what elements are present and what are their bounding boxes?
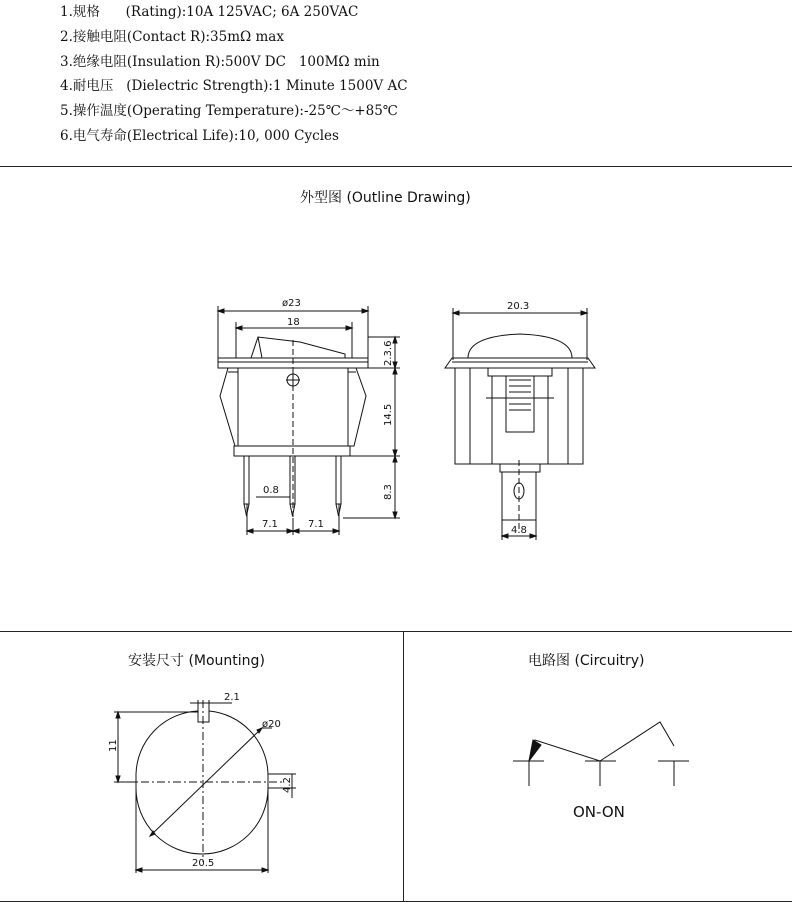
dim-pitch-left: 7.1 <box>262 519 278 530</box>
spec-contact-resistance: 2.接触电阻(Contact R):35mΩ max <box>60 28 284 45</box>
spec-insulation-resistance: 3.绝缘电阻(Insulation R):500V DC 100MΩ min <box>60 53 380 70</box>
side-view <box>445 301 595 540</box>
dim-outer-diameter: ø23 <box>282 298 301 309</box>
circuitry-title: 电路图 (Circuitry) <box>528 653 645 669</box>
dim-pitch-right: 7.1 <box>308 519 324 530</box>
dim-mount-diameter: ø20 <box>262 719 281 730</box>
circuit-label: ON-ON <box>573 803 625 821</box>
dim-top-height: 2.3.6 <box>383 340 394 366</box>
circuit-symbol <box>513 722 689 821</box>
spec-rating: 1.规格 (Rating):10A 125VAC; 6A 250VAC <box>60 4 359 20</box>
dim-pin-thickness: 0.8 <box>263 485 279 496</box>
dim-mount-width: 20.5 <box>192 858 215 869</box>
spec-electrical-life: 6.电气寿命(Electrical Life):10, 000 Cycles <box>60 127 339 144</box>
dim-key-width: 2.1 <box>224 692 240 703</box>
dim-rocker-width: 18 <box>287 317 300 328</box>
dim-side-width: 20.3 <box>507 301 530 312</box>
dim-body-height: 14.5 <box>383 403 394 426</box>
mounting-title: 安装尺寸 (Mounting) <box>128 653 265 669</box>
dim-height-11: 11 <box>108 739 119 752</box>
outline-title: 外型图 (Outline Drawing) <box>300 190 471 206</box>
spec-operating-temperature: 5.操作温度(Operating Temperature):-25℃～+85℃ <box>60 103 398 120</box>
dim-flat: 4.2 <box>282 777 293 793</box>
dim-pin-width: 4.8 <box>511 525 527 536</box>
dim-pin-height: 8.3 <box>383 484 394 500</box>
mounting-drawing <box>108 692 296 873</box>
front-view <box>218 298 400 535</box>
spec-dielectric-strength: 4.耐电压 (Dielectric Strength):1 Minute 1500V AC <box>60 78 408 95</box>
